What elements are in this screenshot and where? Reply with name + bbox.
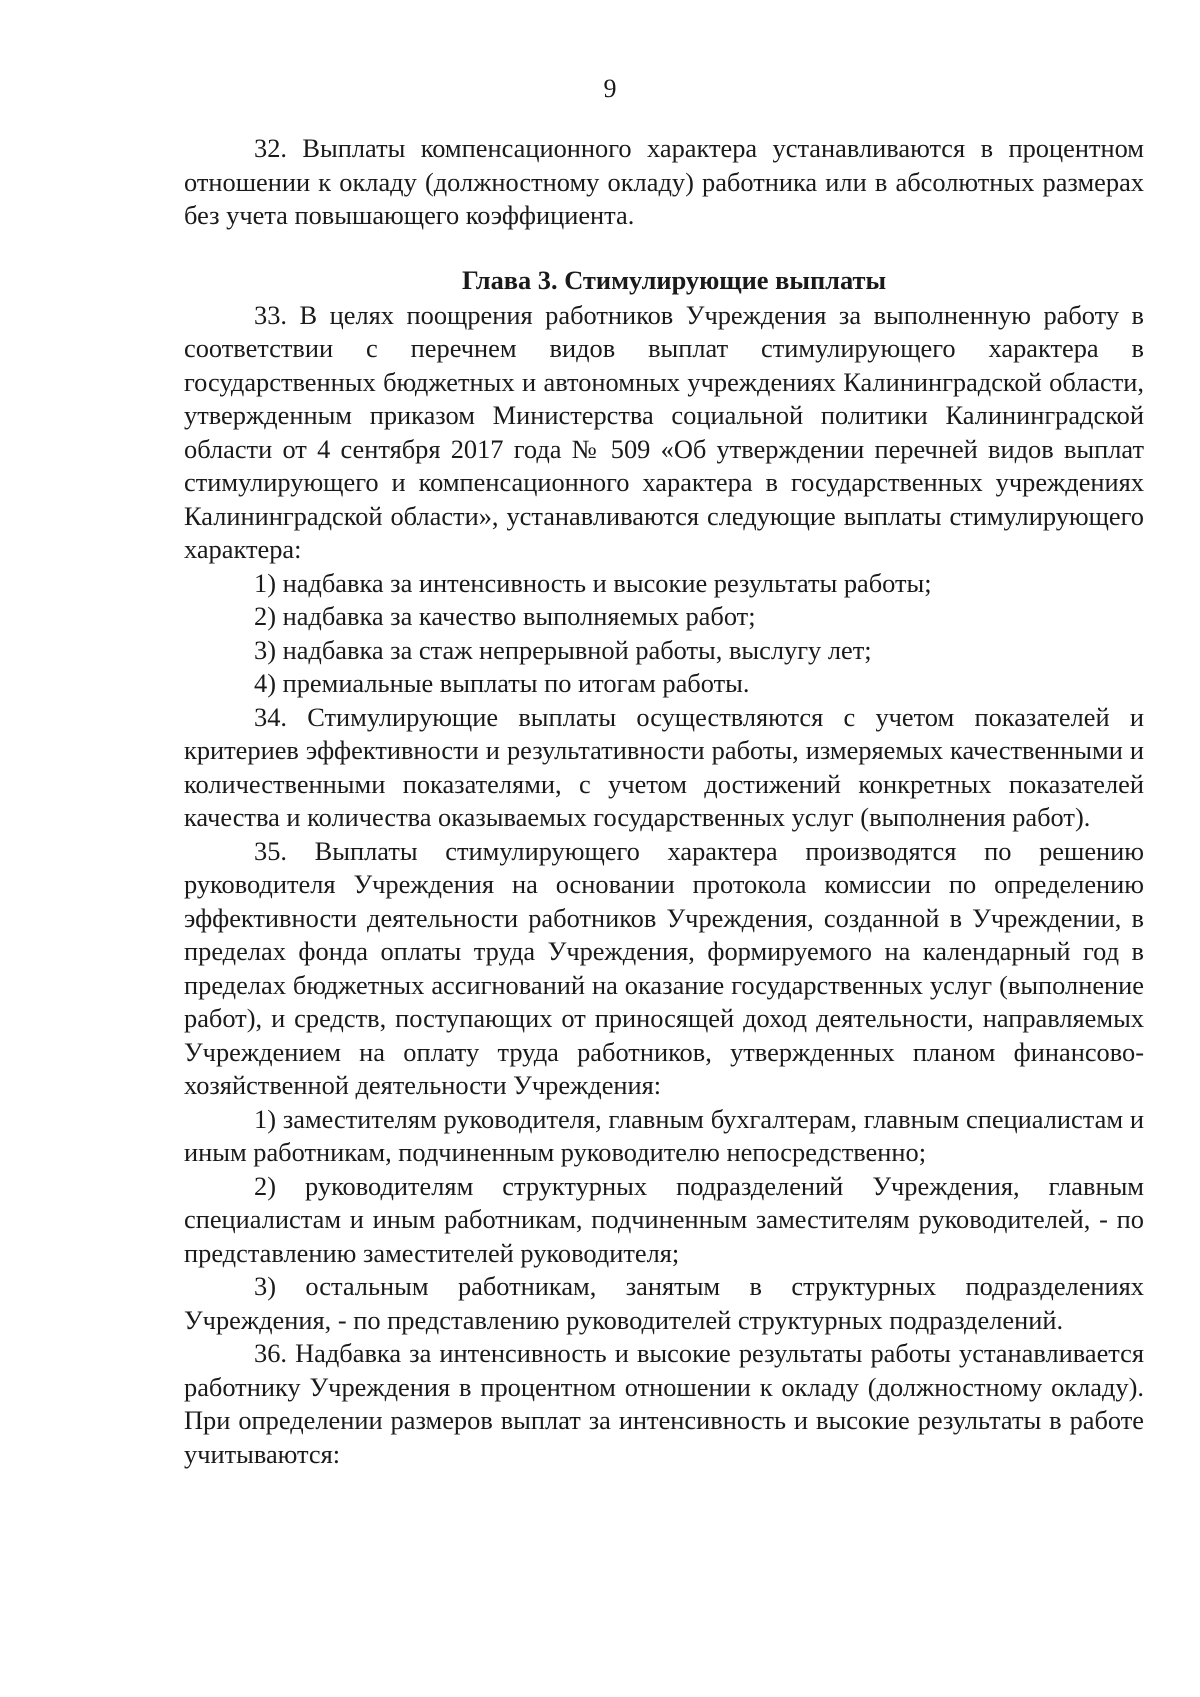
page-number: 9 bbox=[603, 74, 617, 103]
paragraph-34: 34. Стимулирующие выплаты осуществляются с учетом показателей и критериев эффективности и результативности работы, измеряемых качественными и количественными показателями, с учетом достижений конкретных показателей качества и количества оказываемых государственных услуг (выполнения работ). bbox=[184, 701, 1144, 832]
list-item: 3) надбавка за стаж непрерывной работы, выслугу лет; bbox=[254, 634, 872, 665]
list-item: 1) надбавка за интенсивность и высокие результаты работы; bbox=[254, 567, 932, 598]
list-item: 1) заместителям руководителя, главным бухгалтерам, главным специалистам и иным работникам, подчиненным руководителю непосредственно; bbox=[184, 1103, 1144, 1167]
list-item: 2) надбавка за качество выполняемых работ; bbox=[254, 601, 756, 631]
paragraph-32: 32. Выплаты компенсационного характера устанавливаются в процентном отношении к окладу (должностному окладу) работника или в абсолютных размерах без учета повышающего коэффициента. bbox=[184, 133, 1144, 230]
list-item: 3) остальным работникам, занятым в структурных подразделениях Учреждения, - по представлению руководителей структурных подразделений. bbox=[184, 1271, 1144, 1335]
paragraph-36: 36. Надбавка за интенсивность и высокие результаты работы устанавливается работнику Учреждения в процентном отношении к окладу (должностному окладу). При определении размеров выплат за интенсивность и высокие результаты в работе учитываются: bbox=[184, 1338, 1144, 1469]
paragraph-35: 35. Выплаты стимулирующего характера производятся по решению руководителя Учреждения на основании протокола комиссии по определению эффективности деятельности работников Учреждения, созданной в Учреждении, в пределах фонда оплаты труда Учреждения, формируемого на календарный год в пределах бюджетных ассигнований на оказание государственных услуг (выполнение работ), и средств, поступающих от приносящей доход деятельности, направляемых Учреждением на оплату труда работников, утвержденных планом финансово-хозяйственной деятельности Учреждения: bbox=[184, 835, 1144, 1100]
document-body bbox=[184, 132, 1144, 1471]
list-item: 4) премиальные выплаты по итогам работы. bbox=[254, 668, 750, 698]
list-item: 2) руководителям структурных подразделений Учреждения, главным специалистам и иным работникам, подчиненным заместителям руководителей, - по представлению заместителей руководителя; bbox=[184, 1170, 1144, 1268]
paragraph-33: 33. В целях поощрения работников Учреждения за выполненную работу в соответствии с перечнем видов выплат стимулирующего характера в государственных бюджетных и автономных учреждениях Калининградской области, утвержденным приказом Министерства социальной политики Калининградской области от 4 сентября 2017 года № 509 «Об утверждении перечней видов выплат стимулирующего и компенсационного характера в государственных учреждениях Калининградской области», устанавливаются следующие выплаты стимулирующего характера: bbox=[184, 299, 1144, 564]
chapter-heading: Глава 3. Стимулирующие выплаты bbox=[461, 264, 887, 295]
